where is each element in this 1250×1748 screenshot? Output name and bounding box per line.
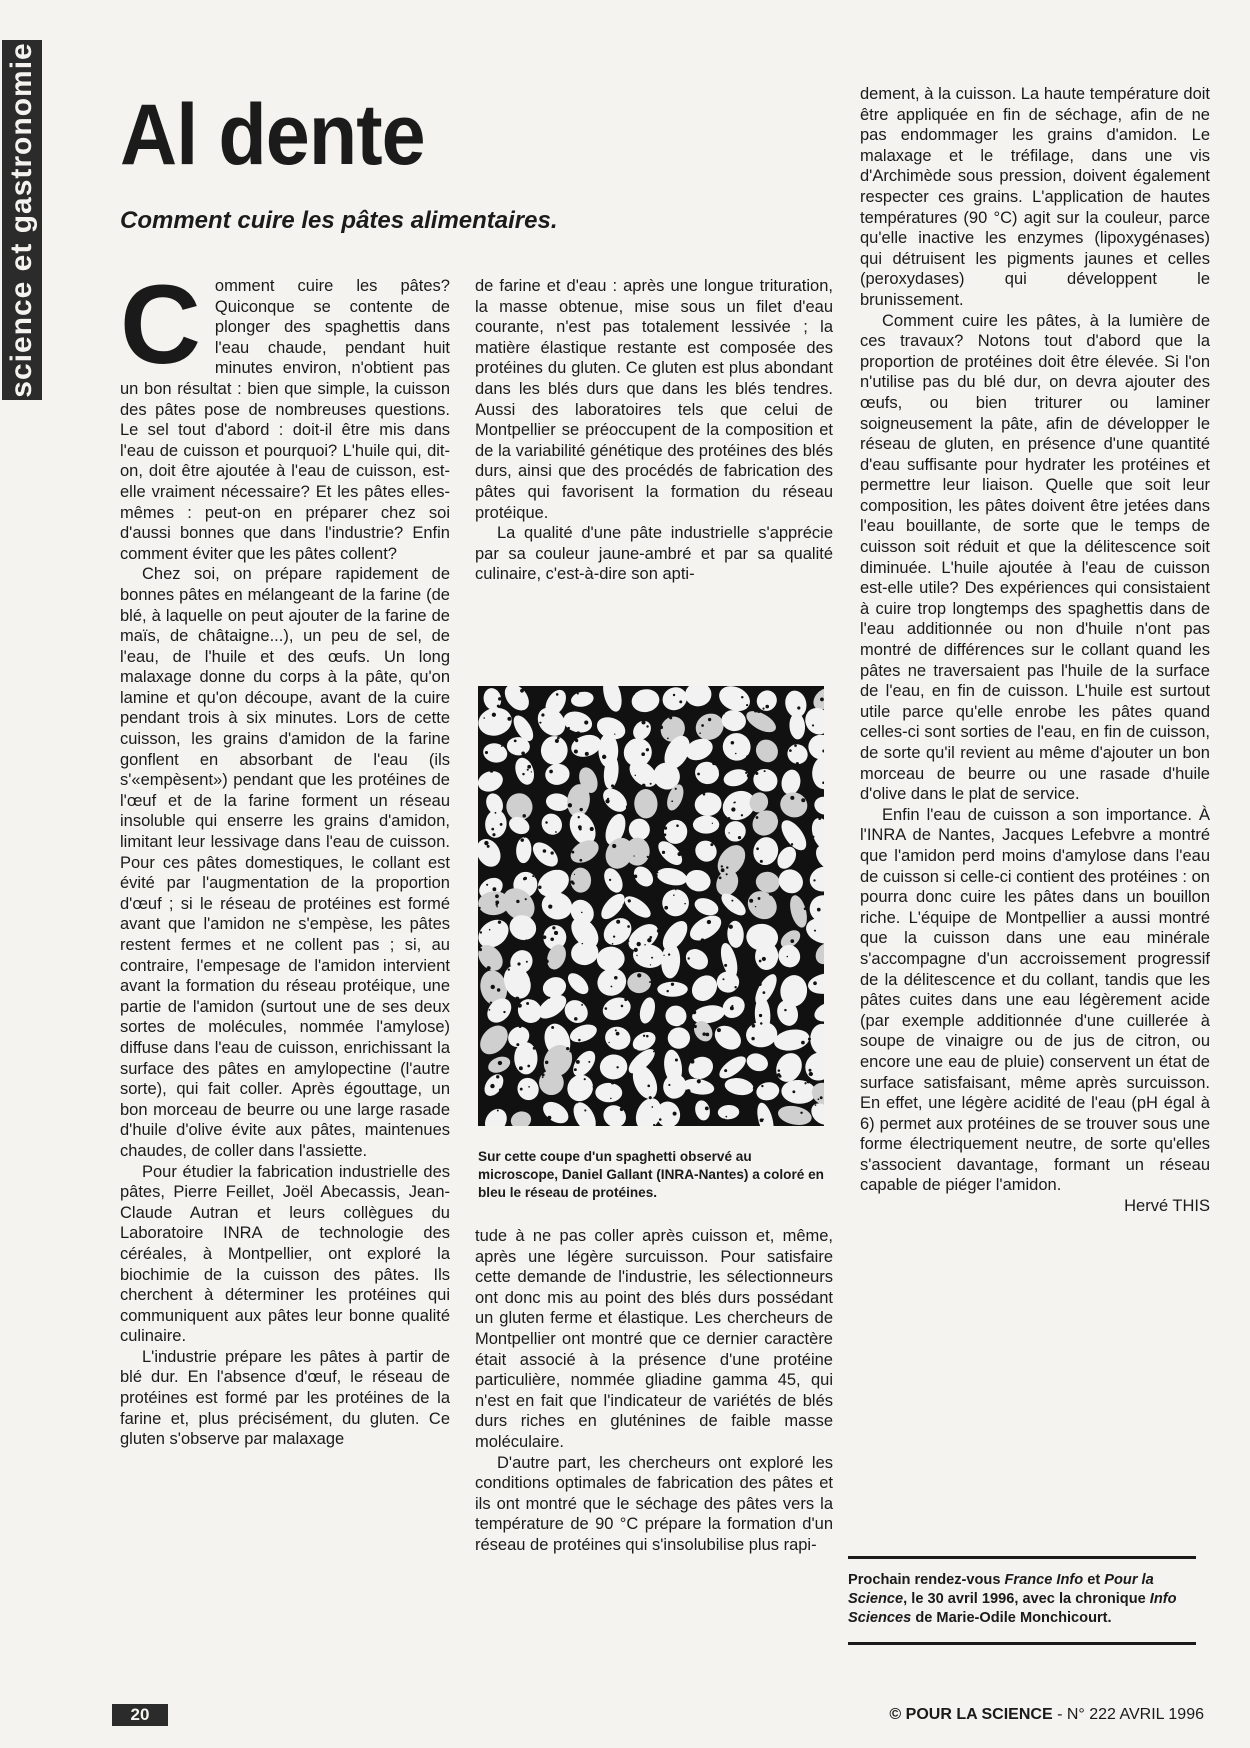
- paragraph-text: omment cuire les pâtes? Quiconque se contente de plonger des spaghettis dans l'eau chaude, pendant huit minutes environ, n'obtient pas un bon résultat : bien que simple, la cuisson des pâtes pose de nombreuses questions. Le sel tout d'abord : doit-il être mis dans l'eau de cuisson et pourquoi? L'huile qui, dit-on, doit être ajoutée à l'eau de cuisson, est-elle vraiment nécessaire? Et les pâtes elles-mêmes : peut-on en préparer chez soi d'aussi bonnes que dans l'industrie? Enfin comment éviter que les pâtes collent?: [120, 277, 450, 563]
- page-footer: [889, 1706, 1204, 1724]
- paragraph: Chez soi, on prépare rapidement de bonnes pâtes en mélangeant de la farine (de blé, à laquelle on peut ajouter de la farine de maïs, de châtaigne...), un peu de sel, de l'eau, de l'huile et des œufs. Un long malaxage donne du corps à la pâte, qu'on lamine et qu'on découpe, avant de la cuire pendant trois à six minutes. Lors de cette cuisson, les grains d'amidon de la farine gonflent en absorbant de l'eau (ils s'«empèsent») pendant que les protéines de l'œuf et de la farine forment un réseau insoluble qui enserre les grains d'amidon, limitant leur lessivage dans l'eau de cuisson. Pour ces pâtes domestiques, le collant est évité par l'augmentation de la proportion d'œuf ; si le réseau de protéines est formé avant que l'amidon ne s'empèse, les pâtes restent fermes et ne collent pas ; si, au contraire, l'empesage de l'amidon intervient avant la formation du réseau protéique, une partie de l'amidon (surtout une de ses deux sortes de molécules, nommée l'amylose) diffuse dans l'eau de cuisson, enrichissant la surface des pâtes en amylopectine (l'autre sorte), qui fait coller. Après égouttage, un bon morceau de beurre ou une large rasade d'huile d'olive évite aux pâtes, maintenues chaudes, de coller dans l'assiette.: [120, 565, 450, 1160]
- paragraph: L'industrie prépare les pâtes à partir de blé dur. En l'absence d'œuf, le réseau de protéines est formé par les protéines de la farine et, plus précisément, du gluten. Ce gluten s'observe par malaxage: [120, 1347, 450, 1449]
- paragraph: D'autre part, les chercheurs ont exploré les conditions optimales de fabrication des pâtes et ils ont montré que le séchage des pâtes vers la température de 90 °C prépare la formation d'un réseau de protéines qui s'insolubilise plus rapi-: [475, 1453, 833, 1554]
- article-title: Al dente: [120, 87, 425, 183]
- promo-text: , le 30 avril 1996, avec la chronique: [903, 1591, 1150, 1607]
- figure-caption: Sur cette coupe d'un spaghetti observé au microscope, Daniel Gallant (INRA-Nantes) a coloré en bleu le réseau de protéines.: [478, 1149, 824, 1200]
- section-rubric: [2, 40, 42, 400]
- column-2-bottom: [475, 1226, 833, 1556]
- column-1: [120, 262, 450, 1450]
- promo-box: [848, 1556, 1196, 1645]
- paragraph: de farine et d'eau : après une longue trituration, la masse obtenue, mise sous un filet d'eau courante, n'est pas totalement lessivée ; la matière élastique restante est composée des protéines du gluten. Ce gluten est plus abondant dans les blés durs que dans les blés tendres. Aussi des laboratoires tels que celui de Montpellier se préoccupent de la composition et de la variabilité génétique des protéines des blés durs, ainsi que des procédés de fabrication des pâtes qui favorisent la formation du réseau protéique.: [475, 277, 833, 522]
- promo-text: de Marie-Odile Monchicourt.: [911, 1610, 1112, 1626]
- promo-text: et: [1083, 1572, 1105, 1588]
- paragraph: tude à ne pas coller après cuisson et, même, après une légère surcuisson. Pour satisfaire cette demande de l'industrie, les sélectionneurs ont donc mis au point des blés durs possédant un gluten ferme et élastique. Les chercheurs de Montpellier ont montré que ce dernier caractère était associé à la présence d'une protéine particulière, nommée gliadine gamma 45, qui n'est en fait que l'indicateur de variétés de blés durs riches en gluténines de faible masse moléculaire.: [475, 1227, 833, 1451]
- column-3: [860, 84, 1210, 1217]
- paragraph: Pour étudier la fabrication industrielle des pâtes, Pierre Feillet, Joël Abecassis, Jean-Claude Autran et leurs collègues du Laboratoire INRA de technologie des céréales, à Montpellier, ont exploré la biochimie de la cuisson des pâtes. Ils cherchent à déterminer les protéines qui communiquent aux pâtes leur bonne qualité culinaire.: [120, 1162, 450, 1346]
- promo-radio-name: France Info: [1004, 1572, 1084, 1588]
- paragraph: Enfin l'eau de cuisson a son importance. À l'INRA de Nantes, Jacques Lefebvre a montré que l'amidon perd moins d'amylose dans l'eau de cuisson si celle-ci contient des protéines : on pourra donc cuire les pâtes dans un bouillon riche. L'équipe de Montpellier a aussi montré que la cuisson dans une eau minérale s'accompagne d'un accroissement progressif de la délitescence et du collant, tandis que les pâtes cuites dans une eau légèrement acide (par exemple additionnée d'une cuillerée à soupe de vinaigre ou de jus de citron, ou encore une eau de pluie) conservent un état de surface satisfaisant, même après surcuisson. En effet, une légère acidité de l'eau (pH égal à 6) permet aux protéines de se trouver sous une forme électriquement neutre, de sorte qu'elles s'associent davantage, formant un réseau capable de piéger l'amidon.: [860, 805, 1210, 1195]
- promo-magazine-name: Pour la Science: [848, 1572, 1154, 1607]
- paragraph: [120, 262, 450, 564]
- paragraph: dement, à la cuisson. La haute température doit être appliquée en fin de séchage, afin de ne pas endommager les grains d'amidon. Le malaxage et le tréfilage, dans une vis d'Archimède sous pression, doivent également respecter ces grains. L'application de hautes températures (90 °C) agit sur la couleur, parce qu'elle inactive les enzymes (lipoxygénases) qui détruisent les pigments jaunes et celles (peroxydases) qui développent le brunissement.: [860, 85, 1210, 309]
- paragraph: La qualité d'une pâte industrielle s'apprécie par sa couleur jaune-ambré et par sa qualité culinaire, c'est-à-dire son apti-: [475, 524, 833, 584]
- page-number: 20: [112, 1704, 168, 1726]
- article-subtitle: Comment cuire les pâtes alimentaires.: [120, 207, 558, 234]
- column-2-top: [475, 276, 833, 585]
- promo-show-name: Info Sciences: [848, 1591, 1177, 1626]
- footer-issue: - N° 222 AVRIL 1996: [1052, 1706, 1204, 1723]
- paragraph: Comment cuire les pâtes, à la lumière de ces travaux? Notons tout d'abord que la proportion de protéines doit être élevée. Si l'on n'utilise pas du blé dur, on devra ajouter des œufs, ou bien triturer ou laminer soigneusement la pâte, afin de développer le réseau de gluten, en présence d'une quantité d'eau suffisante pour hydrater les protéines et permettre leur liaison. Quelle que soit leur composition, les pâtes doivent être jetées dans l'eau bouillante, de sorte que le temps de cuisson soit réduit et que la délitescence soit diminuée. L'huile ajoutée à l'eau de cuisson est-elle utile? Des expériences qui consistaient à cuire trop longtemps des spaghettis dans de l'eau additionnée ou non d'huile n'ont pas montré de différences sur le collant quand les pâtes ne traversaient pas l'huile de la surface de l'eau, en fin de cuisson. L'huile est surtout utile parce qu'elle enrobe les pâtes quand celles-ci sont sorties de l'eau, en fin de cuisson, de sorte qu'il revient au même d'ajouter un bon morceau de beurre ou une rasade d'huile d'olive dans le plat de service.: [860, 311, 1210, 804]
- rubric-label: science et gastronomie: [5, 42, 38, 398]
- author-signature: Hervé THIS: [1124, 1197, 1210, 1216]
- spaghetti-section-image: [478, 686, 824, 1126]
- microscope-figure: [478, 686, 824, 1126]
- footer-brand: © POUR LA SCIENCE: [889, 1706, 1053, 1723]
- promo-text: Prochain rendez-vous: [848, 1572, 1005, 1588]
- drop-cap: C: [120, 262, 201, 387]
